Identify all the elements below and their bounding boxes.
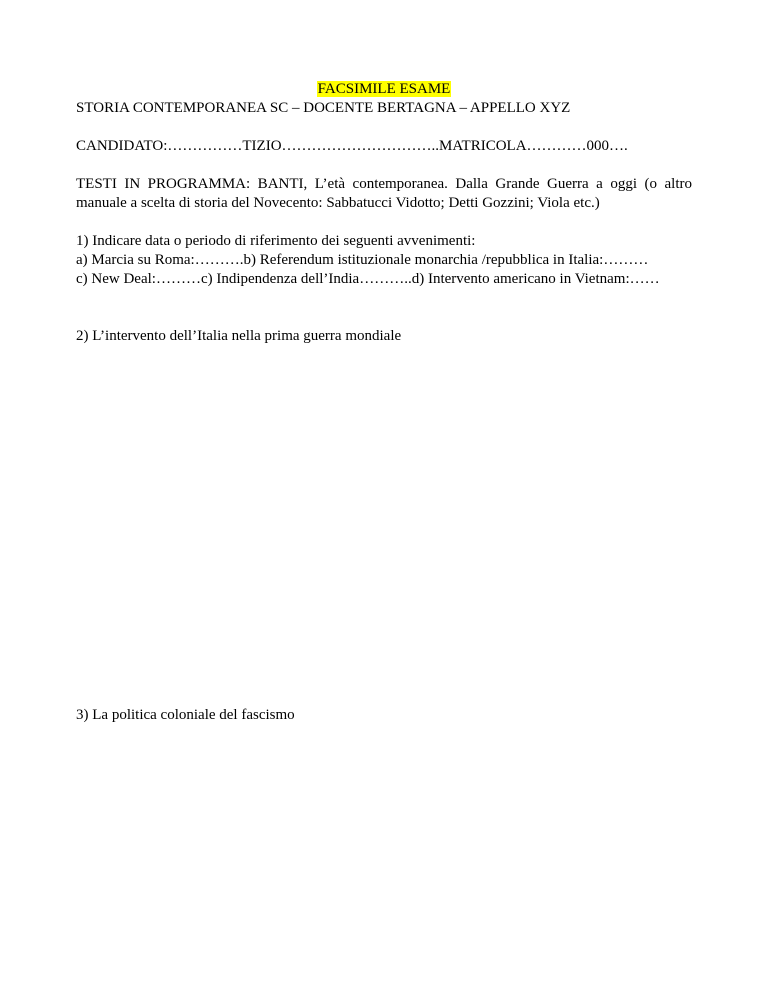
exam-subtitle: STORIA CONTEMPORANEA SC – DOCENTE BERTAGNA – APPELLO XYZ: [76, 100, 571, 116]
exam-title: FACSIMILE ESAME: [317, 81, 451, 97]
exam-page: [76, 80, 692, 725]
question-1-line-a: a) Marcia su Roma:……….b) Referendum istituzionale monarchia /repubblica in Italia:………: [76, 252, 649, 268]
question-1-line-b: c) New Deal:………c) Indipendenza dell’India………..d) Intervento americano in Vietnam:……: [76, 271, 660, 287]
question-2-prompt: 2) L’intervento dell’Italia nella prima guerra mondiale: [76, 328, 402, 344]
texts-paragraph: TESTI IN PROGRAMMA: BANTI, L’età contemporanea. Dalla Grande Guerra a oggi (o altro manuale a scelta di storia del Novecento: Sabbatucci Vidotto; Detti Gozzini; Viola etc.): [76, 176, 692, 211]
question-2-answer-space: [76, 346, 692, 706]
question-1-prompt: 1) Indicare data o periodo di riferimento dei seguenti avvenimenti:: [76, 233, 476, 249]
exam-title-row: [76, 80, 692, 99]
candidate-line: CANDIDATO:……………TIZIO…………………………..MATRICOLA…………000….: [76, 138, 628, 154]
question-3-prompt: 3) La politica coloniale del fascismo: [76, 707, 295, 723]
